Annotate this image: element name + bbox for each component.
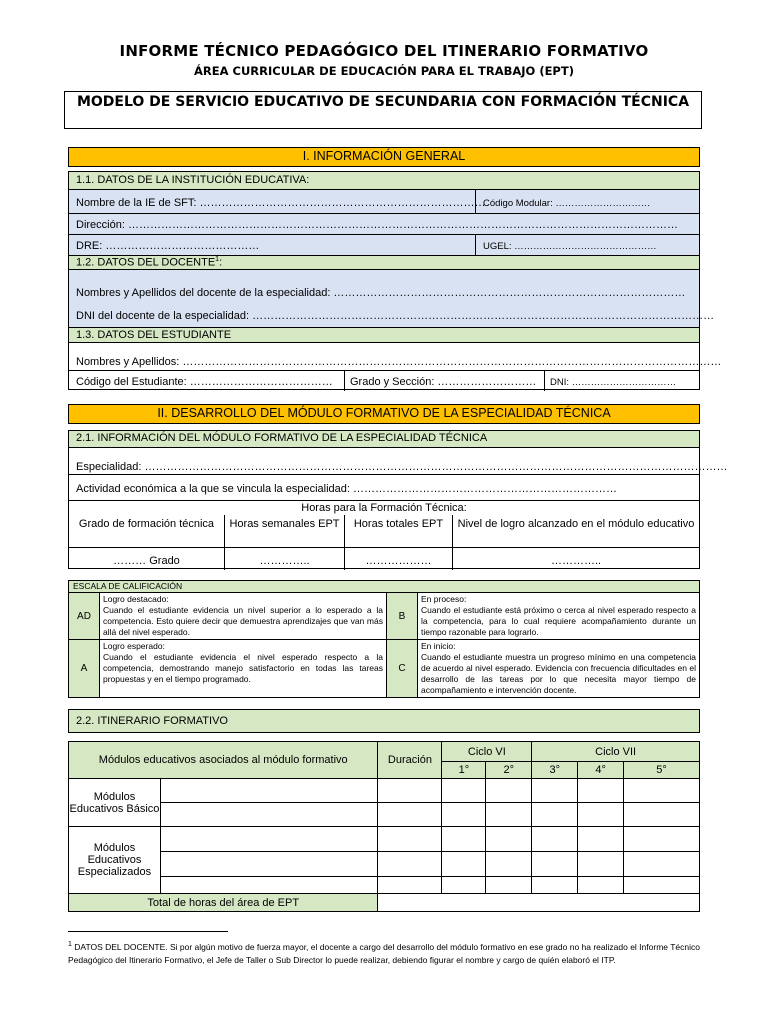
s12-title: 1.2. DATOS DEL DOCENTE$^1$: [76,256,223,269]
itin-cell[interactable] [160,827,378,852]
itin-cell[interactable] [378,852,442,877]
itin-cell[interactable] [624,827,700,852]
itin-cell[interactable] [442,827,486,852]
val-grado-field[interactable]: ……… Grado [113,555,180,567]
footnote-text: DATOS DEL DOCENTE. Si por algún motivo de fuerza mayor, el docente a cargo del desarrollo del módulo formativo en ese grado no ha realizado el Informe Técnico Pedagógico del Itinerario Formativo, el Jefe de Taller o Sub Director lo puede realizar, debiendo figurar el nombre y cargo de quién elaboró el ITP. [68,941,700,965]
col-horas-tot-header: Horas totales EPT [344,515,452,547]
itin-total-value[interactable] [378,894,700,912]
section-21-body [68,430,728,569]
footnote [68,938,708,967]
itin-grado-1: 1° [442,762,486,779]
horas-title-row [69,500,699,515]
itin-cell[interactable] [532,877,578,894]
itin-cell[interactable] [624,803,700,827]
itin-cell[interactable] [378,779,442,803]
section-1-body [68,171,722,390]
escala-desc-c [418,640,700,698]
itinerario-table [68,741,700,912]
col-horas-sem-header: Horas semanales EPT [224,515,344,547]
itin-cell[interactable] [160,852,378,877]
itin-cell[interactable] [378,877,442,894]
itin-cell[interactable] [578,877,624,894]
col-grado-header: Grado de formación técnica [78,518,215,530]
especialidad-row [69,447,728,474]
section-2-title: II. DESARROLLO DEL MÓDULO FORMATIVO DE LA ESPECIALIDAD TÉCNICA [68,404,700,424]
s22-header [68,709,700,733]
itin-cell[interactable] [378,827,442,852]
itin-cell[interactable] [578,779,624,803]
col-nivel-header: Nivel de logro alcanzado en el módulo educativo [452,515,699,547]
itin-ciclo-vii: Ciclo VII [532,742,700,762]
dre-field[interactable]: DRE: …………………………………… [76,240,260,252]
itin-cell[interactable] [442,852,486,877]
direccion-field[interactable]: Dirección: …………………………………………………………………………………………………………………………………… [76,219,678,231]
actividad-row [69,474,699,500]
itin-col-modulos: Módulos educativos asociados al módulo formativo [69,742,378,779]
escala-text-b: Cuando el estudiante está próximo o cerca al nivel esperado respecto a la competencia, para lo cual requiere acompañamiento durante un tiempo razonable para lograrlo. [421,605,696,637]
escala-title-ad: Logro destacado: [103,594,169,604]
itin-cell[interactable] [442,877,486,894]
itin-cell[interactable] [378,803,442,827]
itin-row-especializados: Módulos Educativos Especializados [69,827,161,894]
itin-cell[interactable] [160,877,378,894]
itin-cell[interactable] [486,852,532,877]
itin-col-duracion: Duración [378,742,442,779]
horas-header-row [69,515,699,547]
escala-desc-a [100,640,387,698]
docente-row [69,269,715,327]
itin-cell[interactable] [486,827,532,852]
est-codigo-field[interactable]: Código del Estudiante: ………………………………… [76,376,333,388]
itin-row-basico: Módulos Educativos Básico [69,779,161,827]
itin-cell[interactable] [160,803,378,827]
s11-title: 1.1. DATOS DE LA INSTITUCIÓN EDUCATIVA: [76,174,310,186]
itin-cell[interactable] [532,779,578,803]
itin-cell[interactable] [442,803,486,827]
itin-cell[interactable] [442,779,486,803]
horas-title: Horas para la Formación Técnica: [301,502,467,514]
escala-code-b: B [387,593,418,640]
val-nivel-field[interactable]: ………….. [452,548,699,570]
itin-cell[interactable] [624,852,700,877]
itin-cell[interactable] [578,803,624,827]
model-title: MODELO DE SERVICIO EDUCATIVO DE SECUNDARIA CON FORMACIÓN TÉCNICA [64,91,702,129]
est-codigo-row [69,370,699,391]
escala-text-ad: Cuando el estudiante evidencia un nivel superior a lo esperado a la competencia. Esto quiere decir que demuestra aprendizajes que van más allá del nivel esperado. [103,605,383,637]
itin-grado-4: 4° [578,762,624,779]
dre-row [69,234,699,255]
escala-table [68,580,700,698]
report-title: INFORME TÉCNICO PEDAGÓGICO DEL ITINERARIO FORMATIVO [119,42,649,60]
est-grado-field[interactable]: Grado y Sección: ……………………… [350,376,537,388]
escala-code-ad: AD [69,593,100,640]
est-dni-field[interactable]: DNI: …………………………… [550,377,677,388]
footnote-mark: 1 [68,941,72,948]
itin-cell[interactable] [532,827,578,852]
escala-title-c: En inicio: [421,641,456,651]
escala-code-a: A [69,640,100,698]
val-horas-tot-field[interactable]: ……………… [344,548,452,570]
especialidad-field[interactable]: Especialidad: …………………………………………………………………………………………………………………………………………… [76,461,728,473]
ugel-field[interactable]: UGEL: ……………………………………… [483,241,657,252]
s12-header [69,255,699,269]
itin-cell[interactable] [532,852,578,877]
itin-grado-2: 2° [486,762,532,779]
escala-text-c: Cuando el estudiante muestra un progreso mínimo en una competencia de acuerdo al nivel esperado. Evidencia con frecuencia dificultades en el desarrollo de las tareas por lo que necesita mayor tiempo de acompañamiento e intervención docente. [421,652,696,695]
escala-desc-ad [100,593,387,640]
report-subtitle: ÁREA CURRICULAR DE EDUCACIÓN PARA EL TRABAJO (EPT) [194,64,574,78]
s21-title: 2.1. INFORMACIÓN DEL MÓDULO FORMATIVO DE LA ESPECIALIDAD TÉCNICA [76,432,488,444]
s22-title: 2.2. ITINERARIO FORMATIVO [76,715,228,727]
itin-cell[interactable] [486,877,532,894]
escala-text-a: Cuando el estudiante evidencia el nivel esperado respecto a la competencia, demostrando manejo satisfactorio en todas las tareas propuestas y en el tiempo programado. [103,652,383,684]
itin-cell[interactable] [578,852,624,877]
itin-ciclo-vi: Ciclo VI [442,742,532,762]
itin-cell[interactable] [624,779,700,803]
escala-desc-b [418,593,700,640]
itin-total-label: Total de horas del área de EPT [69,894,378,912]
est-nombres-row [69,342,722,370]
itin-cell[interactable] [160,779,378,803]
itin-grado-3: 3° [532,762,578,779]
s21-header [69,431,699,447]
s11-header [69,172,699,189]
s13-title: 1.3. DATOS DEL ESTUDIANTE [76,329,232,341]
actividad-field[interactable]: Actividad económica a la que se vincula la especialidad: ……………………………………………………………… [76,483,617,495]
docente-dni-field[interactable]: DNI del docente de la especialidad: ……………………………………………………………………………………………………………… [76,310,715,322]
itin-cell[interactable] [532,803,578,827]
docente-nombres-field[interactable]: Nombres y Apellidos del docente de la especialidad: …………………………………………………………………………………… [76,287,686,299]
itin-cell[interactable] [486,803,532,827]
est-nombres-field[interactable]: Nombres y Apellidos: ………………………………………………………………………………………………………………………………… [76,356,722,368]
ie-row [69,189,699,213]
direccion-row [69,213,699,234]
itin-cell[interactable] [486,779,532,803]
codigo-modular-field[interactable]: Código Modular: ………………………… [483,198,651,209]
escala-title: ESCALA DE CALIFICACIÓN [69,581,700,593]
ie-name-field[interactable]: Nombre de la IE de SFT: …………………………………………………………………… [76,197,486,209]
escala-title-a: Logro esperado: [103,641,165,651]
itin-cell[interactable] [578,827,624,852]
itin-cell[interactable] [624,877,700,894]
footnote-divider [68,931,228,932]
section-1-title: I. INFORMACIÓN GENERAL [68,147,700,167]
escala-code-c: C [387,640,418,698]
escala-title-b: En proceso: [421,594,467,604]
s13-header [69,327,699,342]
horas-value-row [69,547,699,570]
itin-grado-5: 5° [624,762,700,779]
val-horas-sem-field[interactable]: ………….. [224,548,344,570]
